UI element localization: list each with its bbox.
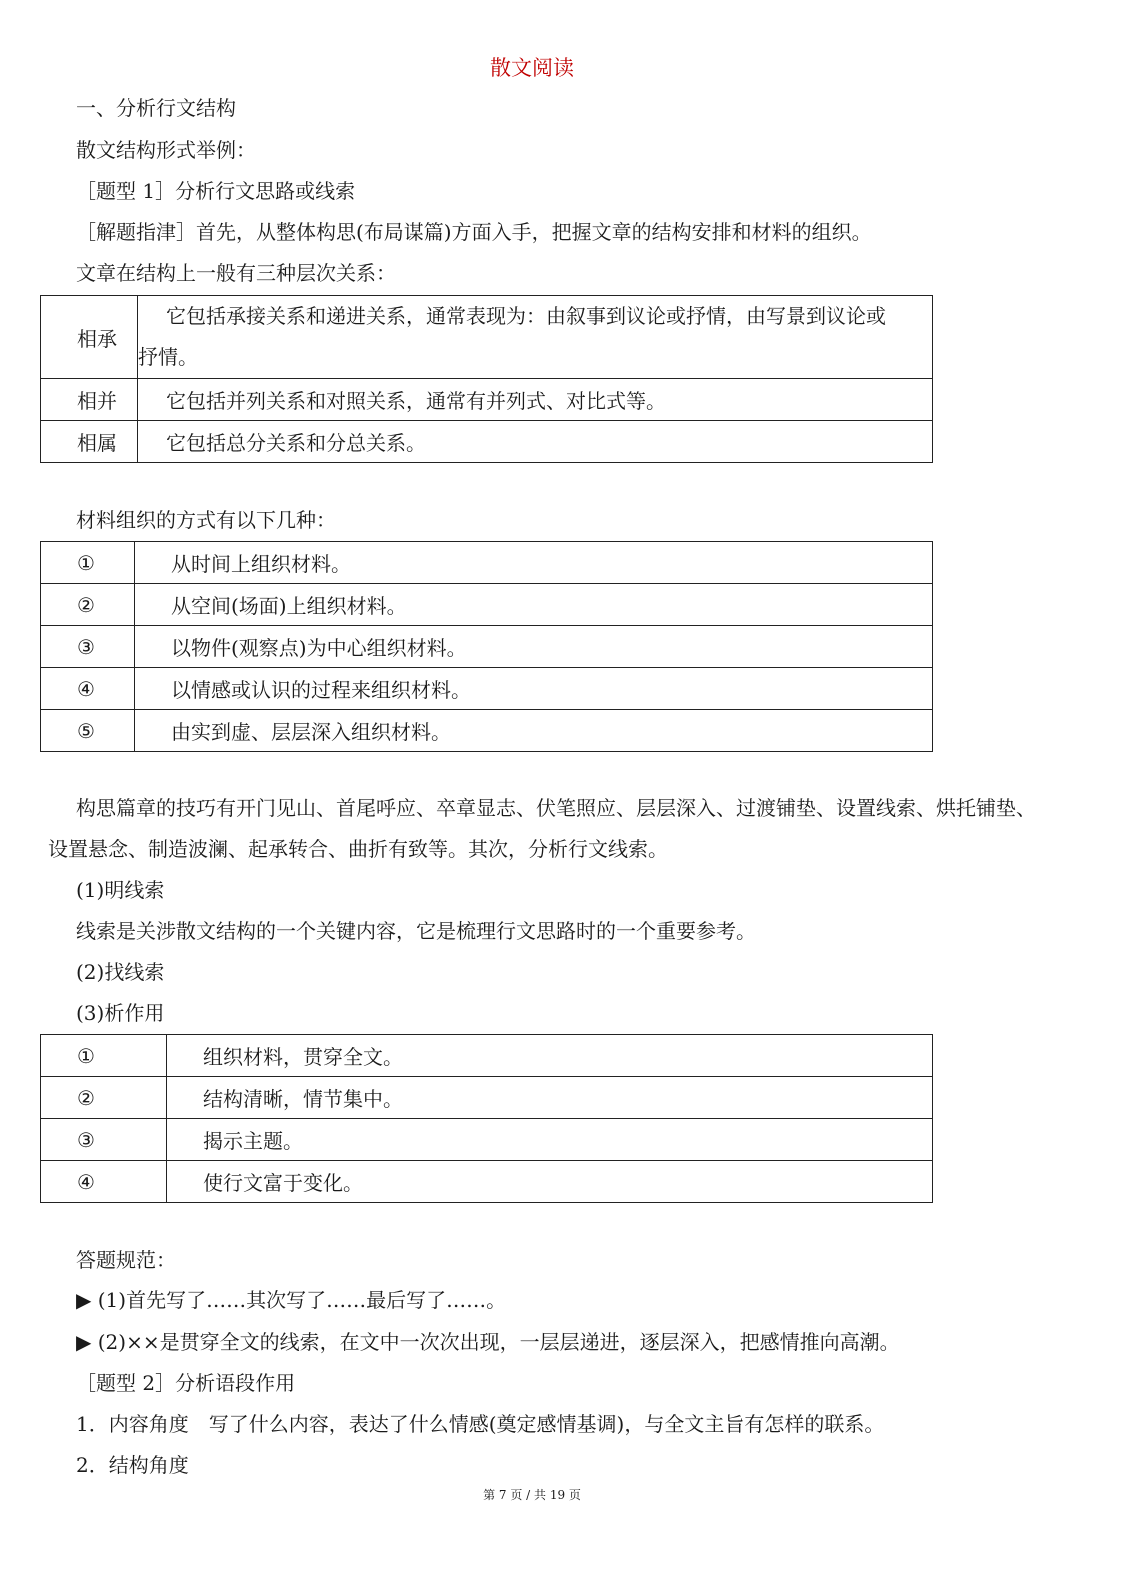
table-cell-key: ④ [41,1161,167,1203]
page-footer: 第 7 页 / 共 19 页 [483,1488,581,1502]
triangle-bullet-icon: ▶ [76,1288,98,1312]
table-cell-key: 相承 [41,296,138,379]
materials-table [40,541,933,752]
bullet-text: (2)××是贯穿全文的线索，在文中一次次出现，一层层递进，逐层深入，把感情推向高潮。 [97,1330,900,1354]
table-cell-value: 以物件(观察点)为中心组织材料。 [135,626,933,668]
table-row [41,1161,933,1203]
triangle-bullet-icon: ▶ [76,1330,98,1354]
text-line: ［解题指津］首先，从整体构思(布局谋篇)方面入手，把握文章的结构安排和材料的组织。 [76,220,872,244]
table-cell-value: 以情感或认识的过程来组织材料。 [135,668,933,710]
table-cell-value: 结构清晰，情节集中。 [167,1077,933,1119]
text-line: 文章在结构上一般有三种层次关系： [76,261,396,285]
table-row [41,1035,933,1077]
clue-function-table [40,1034,933,1203]
table-row [41,584,933,626]
text-line: 材料组织的方式有以下几种： [76,508,336,532]
table-row [41,626,933,668]
cell-line: 它包括承接关系和递进关系，通常表现为：由叙事到议论或抒情，由写景到议论或 [166,304,886,328]
table-row [41,668,933,710]
bullet-text: (1)首先写了……其次写了……最后写了……。 [97,1288,507,1312]
cell-line: 抒情。 [138,345,198,369]
table-cell-key: ④ [41,668,135,710]
table-row [41,542,933,584]
table-cell-value: 由实到虚、层层深入组织材料。 [135,710,933,752]
table-cell-key: ③ [41,626,135,668]
table-cell-key: 相属 [41,421,138,463]
table-cell-value: 从空间(场面)上组织材料。 [135,584,933,626]
table-row [41,421,933,463]
table-cell-key: 相并 [41,379,138,421]
text-line: (2)找线索 [76,960,165,984]
text-line: 2．结构角度 [76,1453,189,1477]
table-cell-key: ① [41,542,135,584]
table-cell-value: 它包括并列关系和对照关系，通常有并列式、对比式等。 [138,379,933,421]
text-line: 线索是关涉散文结构的一个关键内容，它是梳理行文思路时的一个重要参考。 [76,919,756,943]
text-line: (3)析作用 [76,1001,165,1025]
bullet-item [76,1288,506,1312]
section-heading: 一、分析行文结构 [76,96,236,120]
structure-relations-table [40,295,933,463]
table-row [41,379,933,421]
table-cell-key: ⑤ [41,710,135,752]
table-cell-value: 它包括总分关系和分总关系。 [138,421,933,463]
paragraph-line: 设置悬念、制造波澜、起承转合、曲折有致等。其次，分析行文线索。 [48,837,668,861]
text-line: 1．内容角度 写了什么内容，表达了什么情感(奠定感情基调)，与全文主旨有怎样的联系。 [76,1412,885,1436]
table-row [41,710,933,752]
text-line: (1)明线索 [76,878,165,902]
table-cell-key: ② [41,1077,167,1119]
text-line: 散文结构形式举例： [76,138,256,162]
page-title: 散文阅读 [490,56,574,80]
table-cell-value: 组织材料，贯穿全文。 [167,1035,933,1077]
table-cell-value: 从时间上组织材料。 [135,542,933,584]
question-type-heading: ［题型 2］分析语段作用 [76,1371,296,1395]
paragraph-line: 构思篇章的技巧有开门见山、首尾呼应、卒章显志、伏笔照应、层层深入、过渡铺垫、设置线索、烘托铺垫、 [76,796,1036,820]
table-cell-value [138,296,933,379]
table-cell-key: ① [41,1035,167,1077]
table-cell-value: 使行文富于变化。 [167,1161,933,1203]
question-type-heading: ［题型 1］分析行文思路或线索 [76,179,356,203]
table-cell-value: 揭示主题。 [167,1119,933,1161]
text-line: 答题规范： [76,1248,176,1272]
table-cell-key: ② [41,584,135,626]
table-row [41,1119,933,1161]
table-row [41,296,933,379]
bullet-item [76,1330,900,1354]
table-cell-key: ③ [41,1119,167,1161]
table-row [41,1077,933,1119]
